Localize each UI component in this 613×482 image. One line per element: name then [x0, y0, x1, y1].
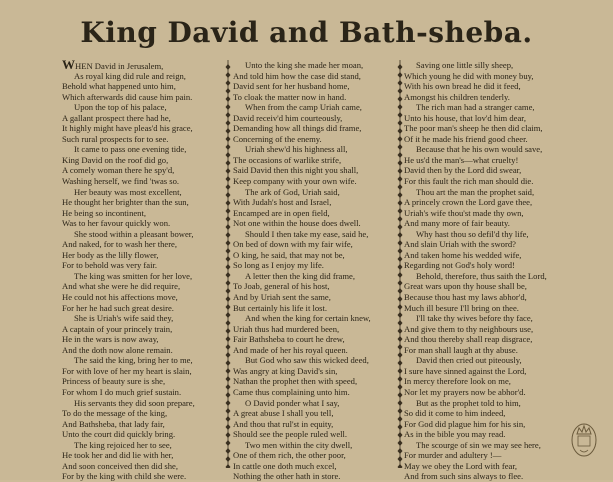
divider-ornament — [226, 328, 231, 334]
verse-line: Such rural prospects for to see. — [62, 133, 169, 144]
verse-line: Unto the court did quickly bring. — [62, 429, 176, 440]
verse-line: Not one within the house does dwell. — [233, 218, 361, 229]
divider-ornament — [226, 64, 231, 70]
divider-ornament — [226, 152, 231, 158]
divider-ornament — [226, 448, 231, 454]
verse-line: Nothing the other hath in store. — [233, 471, 341, 482]
divider-ornament — [226, 304, 231, 310]
verse-line: For to behold was very fair. — [62, 260, 157, 271]
divider-ornament — [226, 80, 231, 86]
verse-line: David receiv'd him courteously, — [233, 112, 343, 123]
divider-ornament — [398, 112, 403, 118]
divider-ornament — [226, 408, 231, 414]
divider-ornament — [398, 352, 403, 358]
divider-ornament — [226, 464, 231, 468]
divider-ornament — [398, 432, 403, 438]
divider-ornament — [398, 104, 403, 110]
divider-ornament — [226, 288, 231, 294]
verse-line: Two men within the city dwell, — [245, 439, 353, 450]
verse-line: And many more of fair beauty. — [404, 218, 510, 229]
verse-line: For her he had such great desire. — [62, 302, 174, 313]
divider-ornament — [398, 144, 403, 150]
verse-line: David then by the Lord did swear, — [404, 165, 522, 176]
verse-line: I sure have sinned against the Lord, — [404, 365, 527, 376]
verse-line: Why hast thou so defil'd thy life, — [416, 228, 529, 239]
divider-ornament — [226, 96, 231, 102]
page-title: King David and Bath-sheba. — [80, 16, 533, 49]
divider-ornament — [226, 456, 231, 462]
verse-line: And from such sins always to flee. — [404, 471, 524, 482]
divider-ornament — [398, 256, 403, 262]
divider-ornament — [398, 240, 403, 246]
divider-ornament — [226, 256, 231, 262]
verse-line: And give them to thy neighbours use, — [404, 323, 534, 334]
divider-ornament — [398, 176, 403, 182]
divider-ornament — [398, 96, 403, 102]
verse-line: A gallant prospect there had he, — [62, 112, 171, 123]
verse-line: To do the message of the king, — [62, 408, 168, 419]
divider-ornament — [398, 216, 403, 222]
verse-line: Came thus complaining unto him. — [233, 386, 350, 397]
divider-ornament — [226, 136, 231, 142]
divider-ornament — [398, 280, 403, 286]
drop-cap: W — [62, 57, 75, 72]
divider-ornament — [226, 128, 231, 134]
divider-ornament — [398, 200, 403, 206]
divider-ornament — [398, 264, 403, 270]
verse-line: But certainly his life it lost. — [233, 302, 328, 313]
verse-line: Which young he did with money buy, — [404, 70, 534, 81]
divider-ornament — [398, 160, 403, 166]
verse-line: On bed of down with my fair wife, — [233, 239, 353, 250]
divider-ornament — [226, 216, 231, 222]
verse-line: And thou that rul'st in equity, — [233, 418, 334, 429]
verse-line: Because thou hast my laws abhor'd, — [404, 292, 527, 303]
verse-line: Encamped are in open field, — [233, 207, 330, 218]
divider-ornament — [226, 248, 231, 254]
verse-line: Concerning of the enemy. — [233, 133, 322, 144]
verse-line: He thought her brighter than the sun, — [62, 197, 189, 208]
divider-ornament — [398, 232, 403, 238]
divider-ornament — [226, 392, 231, 398]
verse-line: So did it come to him indeed, — [404, 408, 506, 419]
verse-line: The occasions of warlike strife, — [233, 154, 342, 165]
divider-ornament — [226, 360, 231, 366]
verse-line: As royal king did rule and reign, — [74, 70, 186, 81]
verse-line: Much ill besure I'll bring on thee. — [404, 302, 519, 313]
verse-line: He us'd the man's—what cruelty! — [404, 154, 519, 165]
verse-line: Said David then this night you shall, — [233, 165, 359, 176]
divider-ornament — [398, 288, 403, 294]
verse-line: His servants they did soon prepare, — [74, 397, 195, 408]
verse-line: The rich man had a stranger came, — [416, 102, 535, 113]
divider-ornament — [226, 168, 231, 174]
divider-ornament — [398, 400, 403, 406]
divider-ornament — [226, 400, 231, 406]
verse-line: The ark of God, Uriah said, — [245, 186, 340, 197]
divider-ornament — [398, 272, 403, 278]
verse-line: O king, he said, that may not be, — [233, 249, 345, 260]
divider-ornament — [226, 384, 231, 390]
divider-ornament — [398, 72, 403, 78]
verse-line: Great wars upon thy house shall be, — [404, 281, 527, 292]
verse-line: For by the king with child she were. — [62, 471, 187, 482]
verse-line: But as the prophet told to him, — [416, 397, 521, 408]
verse-line: And by Uriah sent the same, — [233, 292, 331, 303]
divider-ornament — [226, 424, 231, 430]
verse-line: Thou art the man the prophet said, — [416, 186, 535, 197]
verse-line: Behold what happened unto him, — [62, 81, 176, 92]
divider-ornament — [398, 440, 403, 446]
verse-line: It highly might have pleas'd his grace, — [62, 123, 193, 134]
verse-line: Of it he made his friend good cheer. — [404, 133, 528, 144]
divider-ornament — [398, 208, 403, 214]
verse-line: For murder and adultery !— — [404, 450, 502, 461]
verse-line: He being so incontinent, — [62, 207, 147, 218]
verse-line: Was to her favour quickly won. — [62, 218, 171, 229]
verse-line: As in the bible you may read. — [404, 429, 506, 440]
divider-ornament — [226, 272, 231, 278]
divider-ornament — [398, 376, 403, 382]
verse-line: Which afterwards did cause him pain. — [62, 91, 193, 102]
verse-line: A princely crown the Lord gave thee, — [404, 197, 533, 208]
divider-ornament — [398, 328, 403, 334]
divider-ornament — [226, 208, 231, 214]
verse-line: And soon conceived then did she, — [62, 460, 178, 471]
divider-ornament — [398, 448, 403, 454]
divider-ornament — [398, 456, 403, 462]
verse-line: WHEN David in Jerusalem, — [62, 57, 164, 72]
divider-ornament — [226, 336, 231, 342]
divider-ornament — [398, 336, 403, 342]
divider-ornament — [398, 416, 403, 422]
divider-ornament — [398, 296, 403, 302]
verse-line: And thou thereby shall reap disgrace, — [404, 334, 533, 345]
verse-line: The poor man's sheep he then did claim, — [404, 123, 543, 134]
divider-ornament — [398, 224, 403, 230]
verse-line: To cloak the matter now in hand. — [233, 91, 347, 102]
verse-line: Princess of beauty sure is she, — [62, 376, 166, 387]
divider-ornament — [398, 120, 403, 126]
divider-ornament — [226, 160, 231, 166]
verse-line: For this fault the rich man should die. — [404, 176, 534, 187]
verse-line: Uriah's wife thou'st made thy own, — [404, 207, 524, 218]
divider-ornament — [226, 192, 231, 198]
divider-ornament — [226, 416, 231, 422]
divider-ornament — [226, 72, 231, 78]
divider-ornament — [226, 184, 231, 190]
verse-line: A captain of your princely train, — [62, 323, 173, 334]
ornamental-divider-1 — [223, 60, 233, 468]
divider-ornament — [226, 264, 231, 270]
verse-line: David sent for her husband home, — [233, 81, 350, 92]
verse-line: Uriah thus had murdered been, — [233, 323, 340, 334]
verse-line: Nathan the prophet then with speed, — [233, 376, 358, 387]
divider-ornament — [398, 344, 403, 350]
divider-ornament — [398, 384, 403, 390]
verse-line: And taken home his wedded wife, — [404, 249, 522, 260]
divider-ornament — [226, 352, 231, 358]
divider-ornament — [226, 176, 231, 182]
verse-line: But God who saw this wicked deed, — [245, 355, 369, 366]
verse-line: The king was smitten for her love, — [74, 270, 193, 281]
divider-ornament — [398, 128, 403, 134]
verse-line: For man shall laugh at thy abuse. — [404, 344, 518, 355]
verse-line: May we obey the Lord with fear, — [404, 460, 518, 471]
verse-line: To Joab, general of his host, — [233, 281, 330, 292]
verse-line: O David ponder what I say, — [245, 397, 340, 408]
verse-line: And made of her his royal queen. — [233, 344, 348, 355]
verse-line: He in the wars is now away, — [62, 334, 159, 345]
divider-ornament — [226, 112, 231, 118]
divider-ornament — [398, 392, 403, 398]
verse-line: Was angry at king David's sin, — [233, 365, 338, 376]
divider-ornament — [226, 280, 231, 286]
verse-line: For whom I do much grief sustain. — [62, 386, 182, 397]
verse-line: A letter then the king did frame, — [245, 270, 356, 281]
verse-line: And told him how the case did stand, — [233, 70, 361, 81]
verse-line: When from the camp Uriah came, — [245, 102, 362, 113]
divider-ornament — [226, 200, 231, 206]
verse-line: Behold, therefore, thus saith the Lord, — [416, 270, 547, 281]
text-column-3 — [404, 60, 564, 482]
divider-ornament — [226, 312, 231, 318]
divider-ornament — [398, 424, 403, 430]
verse-line: Her body as the lilly flower, — [62, 249, 159, 260]
divider-ornament — [398, 136, 403, 142]
verse-line: It came to pass one evening tide, — [74, 144, 187, 155]
verse-line: And when the king for certain knew, — [245, 313, 371, 324]
verse-line: Upon the top of his palace, — [74, 102, 167, 113]
divider-ornament — [398, 64, 403, 70]
divider-ornament — [226, 440, 231, 446]
divider-ornament — [226, 232, 231, 238]
divider-ornament — [226, 432, 231, 438]
verse-line: David then cried out piteously, — [416, 355, 522, 366]
verse-line: And naked, for to wash her there, — [62, 239, 178, 250]
verse-line: Regarding not God's holy word! — [404, 260, 515, 271]
divider-ornament — [398, 464, 403, 468]
crown-seal-stamp-icon — [570, 418, 598, 458]
divider-ornament — [226, 120, 231, 126]
divider-ornament — [226, 368, 231, 374]
verse-line: And Bathsheba, that lady fair, — [62, 418, 165, 429]
divider-ornament — [226, 320, 231, 326]
verse-line: He could not his affections move, — [62, 292, 178, 303]
verse-line: Washing herself, we find 'twas so. — [62, 176, 180, 187]
divider-ornament — [398, 248, 403, 254]
verse-line: With Judah's host and Israel, — [233, 197, 332, 208]
divider-ornament — [398, 320, 403, 326]
divider-ornament — [398, 168, 403, 174]
verse-line: A comely woman there he spy'd, — [62, 165, 175, 176]
verse-line: Demanding how all things did frame, — [233, 123, 362, 134]
divider-ornament — [226, 104, 231, 110]
divider-ornament — [226, 240, 231, 246]
verse-line: The king rejoiced her to see, — [74, 439, 172, 450]
divider-ornament — [398, 360, 403, 366]
verse-line: Nor let my prayers now be abhor'd. — [404, 386, 526, 397]
divider-ornament — [398, 152, 403, 158]
verse-line: Should see the people ruled well. — [233, 429, 348, 440]
divider-ornament — [226, 376, 231, 382]
divider-ornament — [398, 368, 403, 374]
verse-line: A great abuse I shall you tell, — [233, 408, 334, 419]
verse-line: Because that he his own would save, — [416, 144, 543, 155]
verse-line: Should I then take my ease, said he, — [245, 228, 369, 239]
divider-ornament — [398, 312, 403, 318]
divider-ornament — [398, 88, 403, 94]
verse-line: King David on the roof did go, — [62, 154, 169, 165]
verse-line: And the doth now alone remain. — [62, 344, 173, 355]
divider-ornament — [226, 144, 231, 150]
verse-line: He took her and did lie with her, — [62, 450, 174, 461]
verse-line: One of them rich, the other poor, — [233, 450, 346, 461]
verse-line: With his own bread he did it feed, — [404, 81, 521, 92]
verse-line: So long as I enjoy my life. — [233, 260, 324, 271]
verse-line: Uriah shew'd his highness all, — [245, 144, 348, 155]
verse-line: In cattle one doth much excel, — [233, 460, 337, 471]
verse-line: Unto the king she made her moan, — [245, 60, 364, 70]
verse-line: And slain Uriah with the sword? — [404, 239, 516, 250]
verse-line: She is Uriah's wife said they, — [74, 313, 174, 324]
verse-line: In mercy therefore look on me, — [404, 376, 511, 387]
divider-ornament — [398, 192, 403, 198]
verse-line: Saving one little silly sheep, — [416, 60, 514, 70]
verse-line: Keep company with your own wife. — [233, 176, 357, 187]
verse-line: Unto his house, that lov'd him dear, — [404, 112, 526, 123]
verse-line: Her beauty was most excellent, — [74, 186, 182, 197]
verse-line: And what she were he did require, — [62, 281, 181, 292]
verse-line: Fair Bathsheba to court he drew, — [233, 334, 345, 345]
text-column-1 — [62, 57, 222, 482]
verse-line: I'll take thy wives before thy face, — [416, 313, 533, 324]
text-column-2 — [233, 60, 395, 482]
verse-line: She stood within a pleasant bower, — [74, 228, 194, 239]
divider-ornament — [398, 408, 403, 414]
divider-ornament — [226, 344, 231, 350]
divider-ornament — [226, 88, 231, 94]
divider-ornament — [398, 80, 403, 86]
verse-line: The said the king, bring her to me, — [74, 355, 193, 366]
divider-ornament — [226, 296, 231, 302]
verse-line: For with love of her my heart is slain, — [62, 365, 192, 376]
verse-line: For God did plague him for his sin, — [404, 418, 526, 429]
divider-ornament — [398, 304, 403, 310]
divider-ornament — [398, 184, 403, 190]
verse-line: Amongst his children tenderly. — [404, 91, 510, 102]
verse-line: The scourge of sin we may see here, — [416, 439, 541, 450]
divider-ornament — [226, 224, 231, 230]
